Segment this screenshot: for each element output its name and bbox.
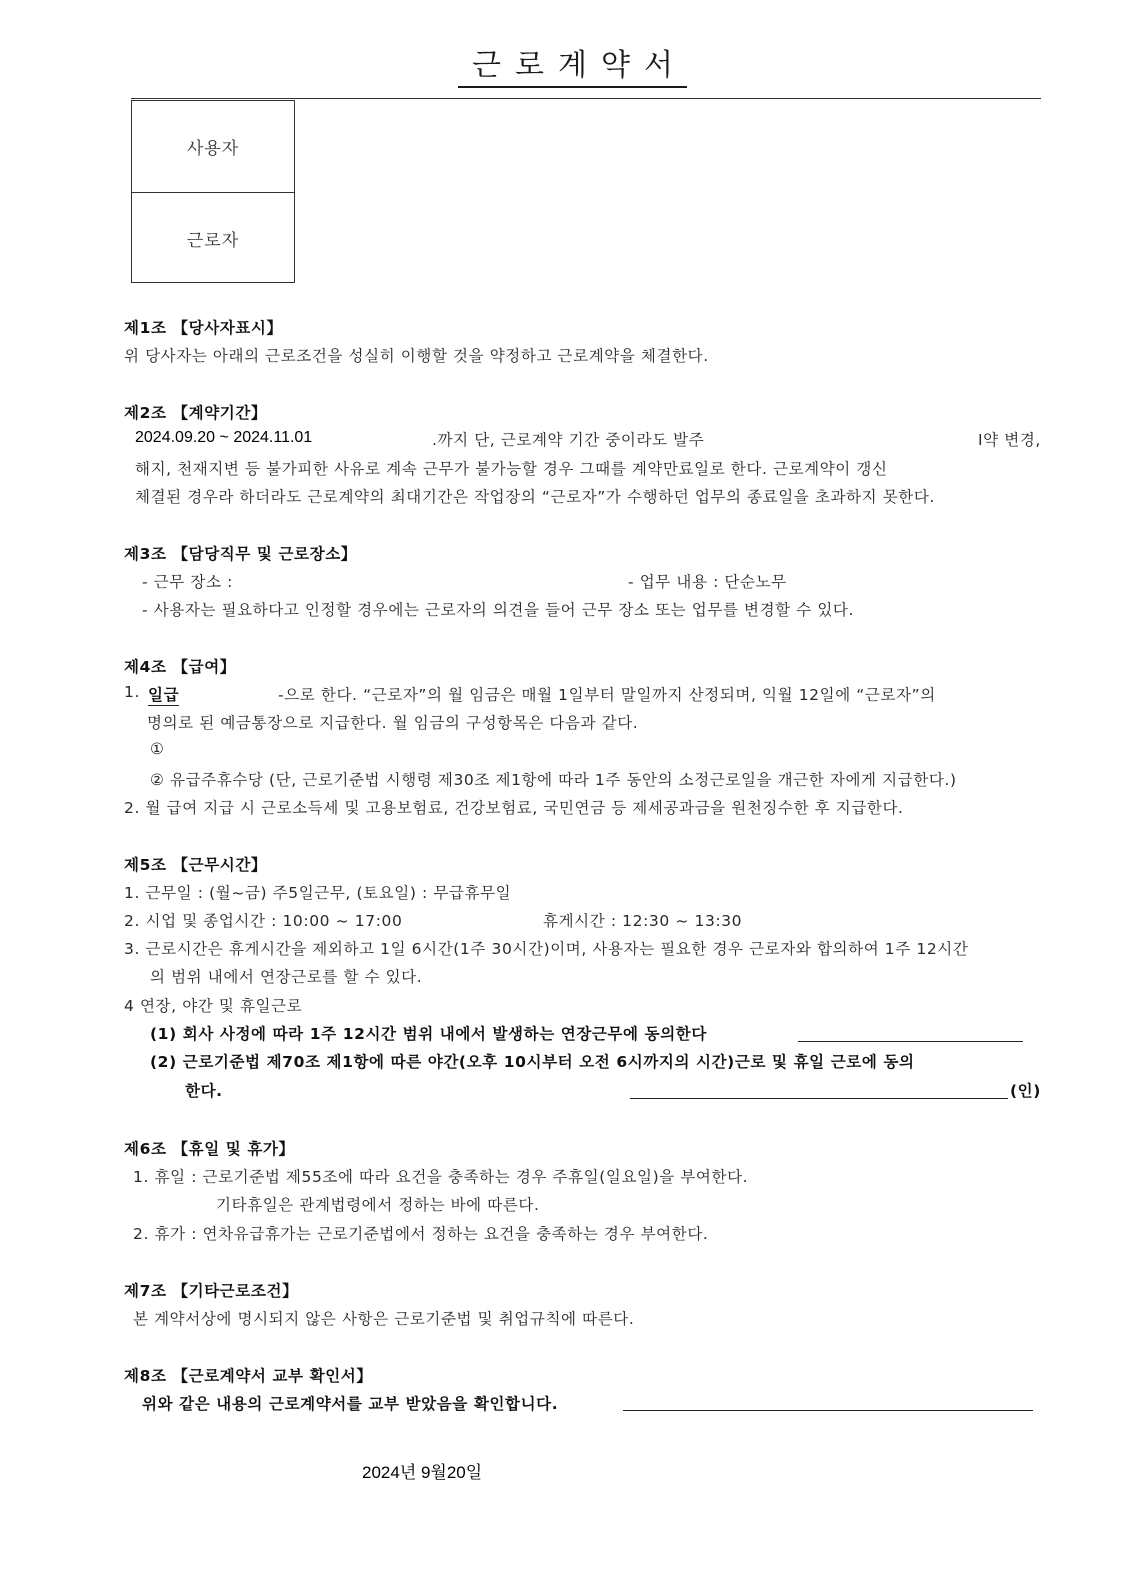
article-6-l1: 1. 휴일 : 근로기준법 제55조에 따라 요건을 충족하는 경우 주휴일(일요일)을 부여한다. <box>133 1168 749 1186</box>
article-7-heading: 제7조 【기타근로조건】 <box>124 1282 299 1300</box>
work-duty: - 업무 내용 : 단순노무 <box>628 573 787 591</box>
article-5-l8: 한다. <box>185 1082 223 1100</box>
work-hours: 2. 시업 및 종업시간 : 10:00 ~ 17:00 <box>124 912 403 930</box>
employer-label: 사용자 <box>186 139 240 159</box>
article-2-text-2: 해지, 천재지변 등 불가피한 사유로 계속 근무가 불가능할 경우 그때를 계약만료일로 한다. 근로계약이 갱신 <box>135 460 888 478</box>
work-place-label: - 근무 장소 : <box>142 573 233 591</box>
article-3-heading: 제3조 【담당직무 및 근로장소】 <box>124 545 357 563</box>
article-4-l2: 명의로 된 예금통장으로 지급한다. 월 임금의 구성항목은 다음과 같다. <box>147 714 639 732</box>
article-4-item-1: ① <box>150 740 165 758</box>
worker-label: 근로자 <box>132 192 294 284</box>
article-5-heading: 제5조 【근무시간】 <box>124 856 268 874</box>
contract-date: 2024년 9월20일 <box>362 1463 483 1482</box>
seal-mark: (인) <box>1010 1082 1041 1100</box>
article-6-l3: 2. 휴가 : 연차유급휴가는 근로기준법에서 정하는 요건을 충족하는 경우 부여한다. <box>133 1225 709 1243</box>
article-5-l5: 4 연장, 야간 및 휴일근로 <box>124 997 303 1015</box>
article-5-l6: (1) 회사 사정에 따라 1주 12시간 범위 내에서 발생하는 연장근무에 동의한다 <box>150 1025 707 1043</box>
break-time: 휴게시간 : 12:30 ~ 13:30 <box>543 912 743 930</box>
article-2-text-1b: I약 변경, <box>978 431 1041 449</box>
article-2-text-1a: .까지 단, 근로계약 기간 중이라도 발주 <box>432 431 705 449</box>
article-7-text: 본 계약서상에 명시되지 않은 사항은 근로기준법 및 취업규칙에 따른다. <box>133 1310 635 1328</box>
article-4-l1-num: 1. <box>124 683 140 701</box>
article-5-l3: 3. 근로시간은 휴게시간을 제외하고 1일 6시간(1주 30시간)이며, 사용자는 필요한 경우 근로자와 합의하여 1주 12시간 <box>124 940 969 958</box>
article-1-heading: 제1조 【당사자표시】 <box>124 319 283 337</box>
contract-period: 2024.09.20 ~ 2024.11.01 <box>135 429 313 446</box>
overtime-consent-sign-line <box>798 1041 1023 1042</box>
article-6-heading: 제6조 【휴일 및 휴가】 <box>124 1140 295 1158</box>
pay-type: 일급 <box>148 686 180 704</box>
article-4-l5: 2. 월 급여 지급 시 근로소득세 및 고용보험료, 건강보험료, 국민연금 등 제세공과금을 원천징수한 후 지급한다. <box>124 799 904 817</box>
receipt-sign-line <box>623 1410 1033 1411</box>
article-8-heading: 제8조 【근로계약서 교부 확인서】 <box>124 1367 373 1385</box>
article-5-l4: 의 범위 내에서 연장근로를 할 수 있다. <box>150 968 423 986</box>
parties-top-rule <box>131 98 1041 99</box>
article-4-heading: 제4조 【급여】 <box>124 658 236 676</box>
article-3-text: - 사용자는 필요하다고 인정할 경우에는 근로자의 의견을 들어 근무 장소 또는 업무를 변경할 수 있다. <box>142 601 855 619</box>
parties-table <box>131 100 295 283</box>
article-8-text: 위와 같은 내용의 근로계약서를 교부 받았음을 확인합니다. <box>142 1395 559 1413</box>
article-4-item-2: ② 유급주휴수당 (단, 근로기준법 시행령 제30조 제1항에 따라 1주 동안의 소정근로일을 개근한 자에게 지급한다.) <box>150 771 957 789</box>
article-6-l2: 기타휴일은 관계법령에서 정하는 바에 따른다. <box>216 1196 540 1214</box>
article-2-text-3: 체결된 경우라 하더라도 근로계약의 최대기간은 작업장의 “근로자”가 수행하던 업무의 종료일을 초과하지 못한다. <box>135 488 935 506</box>
article-5-l7: (2) 근로기준법 제70조 제1항에 따른 야간(오후 10시부터 오전 6시까지의 시간)근로 및 휴일 근로에 동의 <box>150 1053 915 1071</box>
article-2-heading: 제2조 【계약기간】 <box>124 404 268 422</box>
article-1-text: 위 당사자는 아래의 근로조건을 성실히 이행할 것을 약정하고 근로계약을 체결한다. <box>124 347 709 365</box>
night-work-consent-sign-line <box>630 1098 1008 1099</box>
article-4-l1-text: -으로 한다. “근로자”의 월 임금은 매월 1일부터 말일까지 산정되며, 익월 12일에 “근로자”의 <box>278 686 936 704</box>
document-title: 근로계약서 <box>0 40 1145 84</box>
work-days: 1. 근무일 : (월~금) 주5일근무, (토요일) : 무급휴무일 <box>124 884 512 902</box>
